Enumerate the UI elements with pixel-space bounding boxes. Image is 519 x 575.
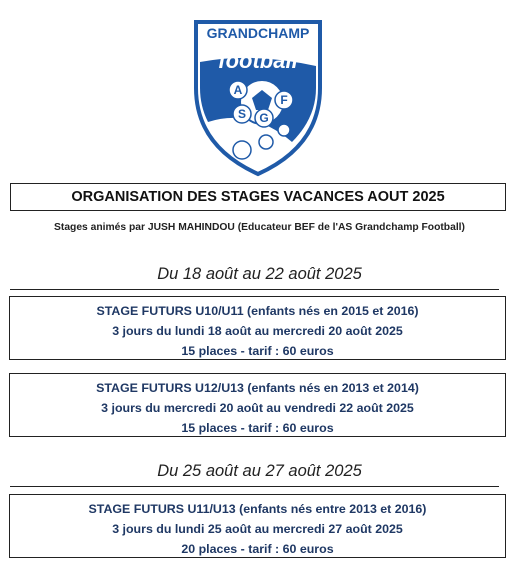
logo-letter-s: S [237, 107, 247, 121]
section-divider-2 [10, 486, 499, 487]
stage-card-u11-u13 [9, 494, 506, 558]
club-crest-icon [192, 18, 324, 178]
stage-title: STAGE FUTURS U12/U13 (enfants nés en 2013 et 2014) [96, 381, 419, 395]
logo-letter-f: F [280, 93, 288, 107]
page-title: ORGANISATION DES STAGES VACANCES AOUT 2025 [10, 183, 506, 211]
stage-title: STAGE FUTURS U11/U13 (enfants nés entre 2013 et 2016) [88, 502, 427, 516]
logo-word: football [218, 48, 298, 73]
stage-dates: 3 jours du lundi 25 août au mercredi 27 août 2025 [112, 522, 403, 536]
club-logo [192, 18, 324, 178]
logo-letter-a: A [233, 83, 243, 97]
stage-places-price: 15 places - tarif : 60 euros [181, 421, 334, 435]
logo-letter-g: G [259, 111, 269, 125]
stage-dates: 3 jours du mercredi 20 août au vendredi 22 août 2025 [101, 401, 414, 415]
section-heading-2: Du 25 août au 27 août 2025 [157, 462, 362, 480]
section-divider-1 [10, 289, 499, 290]
organizer-subtitle: Stages animés par JUSH MAHINDOU (Educateur BEF de l'AS Grandchamp Football) [54, 222, 465, 233]
stage-places-price: 20 places - tarif : 60 euros [181, 542, 334, 556]
logo-top-text: GRANDCHAMP [206, 25, 310, 41]
stage-card-u12-u13 [9, 373, 506, 437]
stage-dates: 3 jours du lundi 18 août au mercredi 20 août 2025 [112, 324, 403, 338]
stage-places-price: 15 places - tarif : 60 euros [181, 344, 334, 358]
stage-card-u10-u11 [9, 296, 506, 360]
stage-title: STAGE FUTURS U10/U11 (enfants nés en 2015 et 2016) [96, 304, 419, 318]
section-heading-1: Du 18 août au 22 août 2025 [157, 265, 362, 283]
